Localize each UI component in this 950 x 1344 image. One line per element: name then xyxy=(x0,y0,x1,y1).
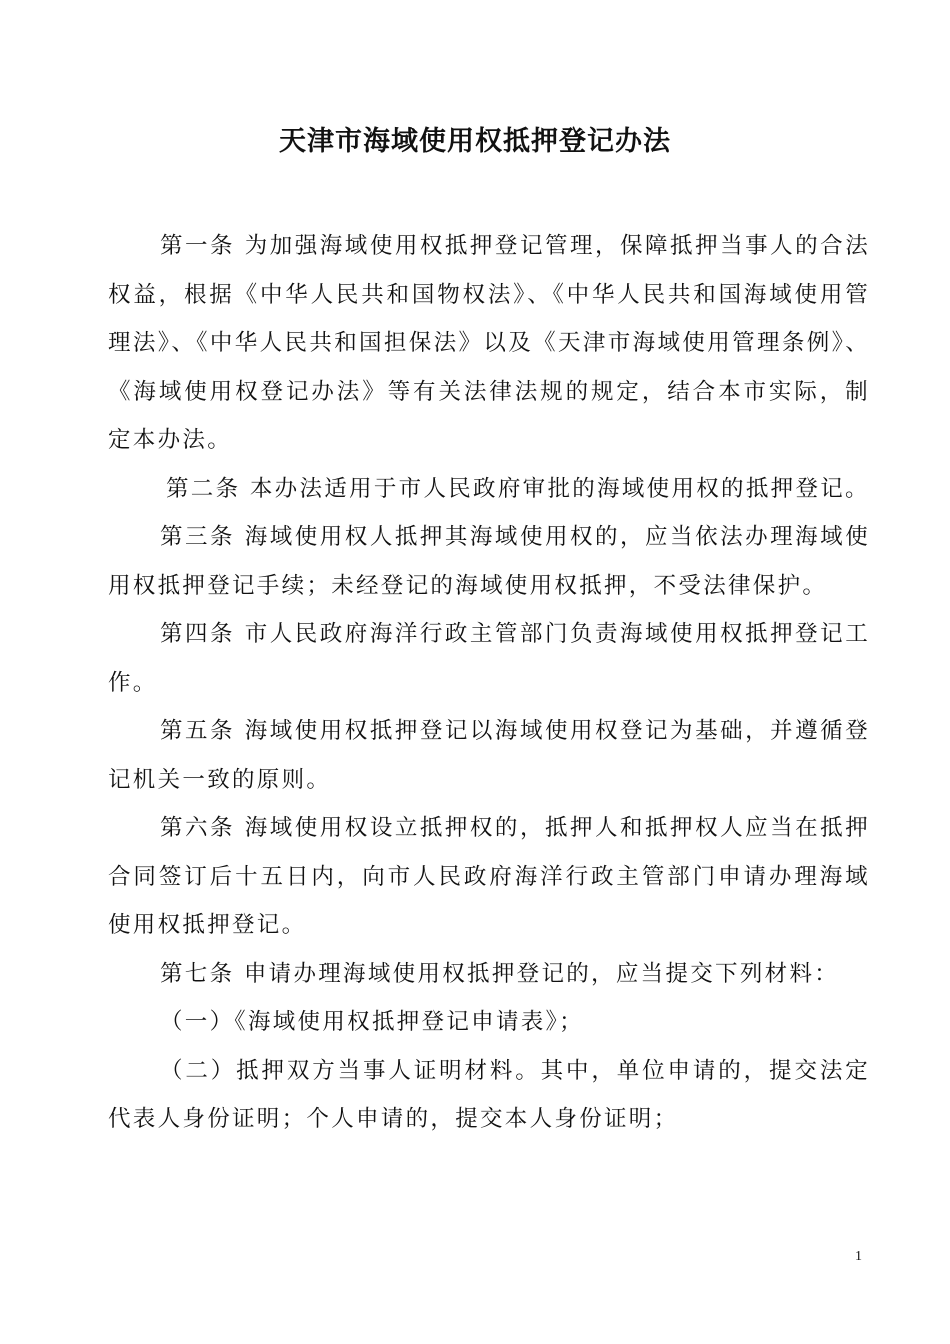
article-5-paragraph: 第五条 海域使用权抵押登记以海域使用权登记为基础，并遵循登记机关一致的原则。 xyxy=(108,718,870,793)
article-7-item-1: （一）《海域使用权抵押登记申请表》； xyxy=(160,1009,584,1035)
document-body xyxy=(108,222,870,1144)
article-6-paragraph: 第六条 海域使用权设立抵押权的，抵押人和抵押权人应当在抵押合同签订后十五日内，向市人民政府海洋行政主管部门申请办理海域使用权抵押登记。 xyxy=(108,815,870,938)
article-7-item-2: （二）抵押双方当事人证明材料。其中，单位申请的，提交法定代表人身份证明；个人申请的，提交本人身份证明； xyxy=(108,1057,870,1132)
article-7-paragraph: 第七条 申请办理海域使用权抵押登记的，应当提交下列材料： xyxy=(160,960,840,987)
article-3-paragraph: 第三条 海域使用权人抵押其海域使用权的，应当依法办理海域使用权抵押登记手续；未经登记的海域使用权抵押，不受法律保护。 xyxy=(108,524,870,599)
article-4-paragraph: 第四条 市人民政府海洋行政主管部门负责海域使用权抵押登记工作。 xyxy=(108,621,870,696)
page-number: 1 xyxy=(855,1249,862,1264)
article-2-paragraph: 第二条 本办法适用于市人民政府审批的海域使用权的抵押登记。 xyxy=(166,475,870,502)
document-title: 天津市海域使用权抵押登记办法 xyxy=(279,126,671,157)
article-1-paragraph: 第一条 为加强海域使用权抵押登记管理，保障抵押当事人的合法权益，根据《中华人民共和国物权法》、《中华人民共和国海域使用管理法》、《中华人民共和国担保法》以及《天津市海域使用管理条例》、《海域使用权登记办法》等有关法律法规的规定，结合本市实际，制定本办法。 xyxy=(108,233,870,453)
